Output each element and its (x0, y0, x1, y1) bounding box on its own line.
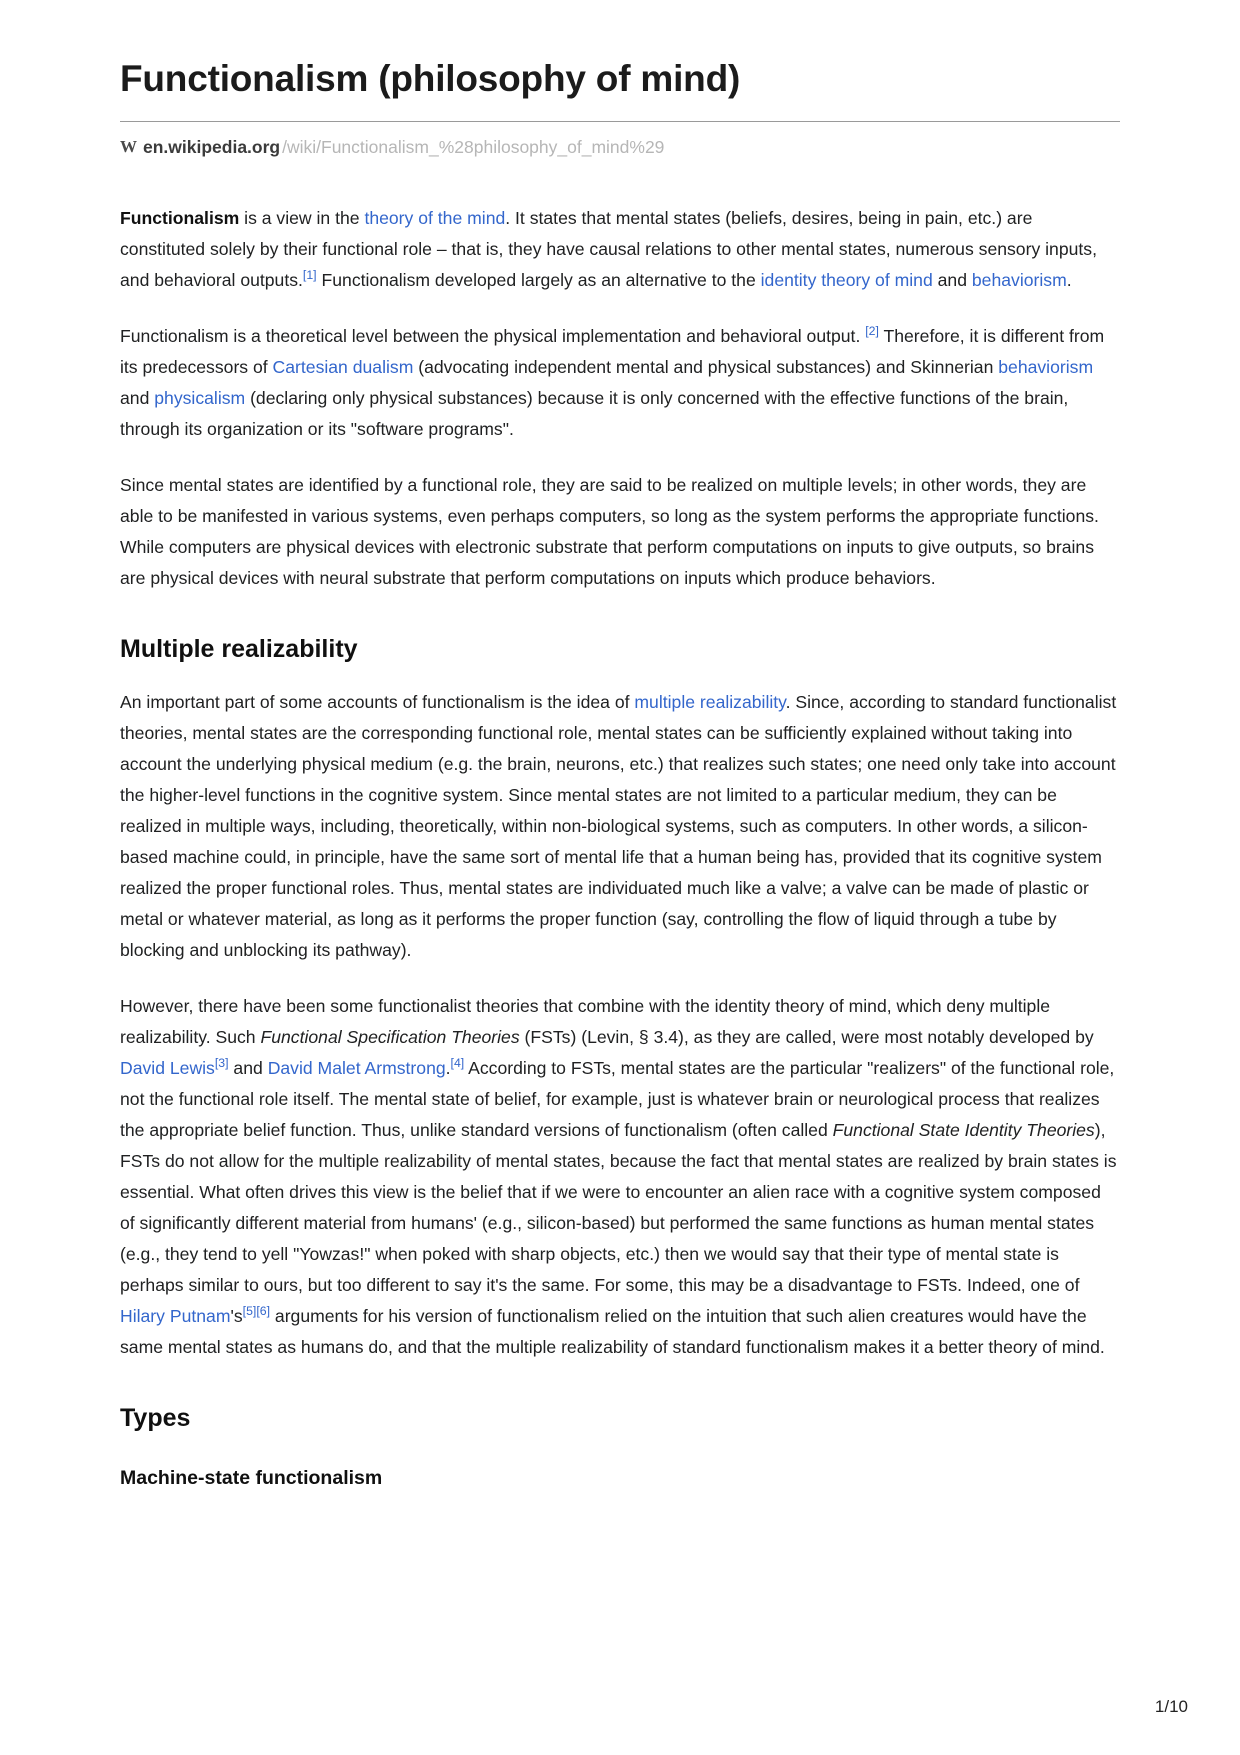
page-title: Functionalism (philosophy of mind) (120, 58, 741, 99)
text-fragment: and (120, 388, 155, 409)
text-fragment: . It states that mental states (beliefs, desires, being in pain, etc.) are constituted solely by their functional role – that is, they have causal relations to other mental states, numerous sensory inputs, and behavioral outputs. (120, 208, 1097, 291)
link-david-lewis[interactable]: David Lewis (120, 1058, 215, 1079)
link-multiple-realizability[interactable]: multiple realizability (634, 692, 786, 713)
section-heading-multiple-realizability: Multiple realizability (120, 635, 358, 664)
text-fragment: According to FSTs, mental states are the particular "realizers" of the functional role, not the functional role itself. The mental state of belief, for example, just is whatever brain or neurological process that realizes the appropriate belief function. Thus, unlike standard versions of functionalism (often called (120, 1058, 1115, 1141)
text-fragment: 's (230, 1306, 243, 1327)
article-body (120, 203, 1120, 1490)
text-fragment: However, there have been some functionalist theories that combine with the identity theory of mind, which deny multiple realizability. Such (120, 996, 1051, 1048)
text-fragment: . Since, according to standard functionalist theories, mental states are the corresponding functional role, mental states can be sufficiently explained without taking into account the underlying physical medium (e.g. the brain, neurons, etc.) that realizes such states; one need only take into account the higher-level functions in the cognitive system. Since mental states are not limited to a particular medium, they can be realized in multiple ways, including, theoretically, within non-biological systems, such as computers. In other words, a silicon-based machine could, in principle, have the same sort of mental life that a human being has, provided that its cognitive system realized the proper functional roles. Thus, mental states are individuated much like a valve; a valve can be made of plastic or metal or whatever material, as long as it performs the proper function (say, controlling the flow of liquid through a tube by blocking and unblocking its pathway). (120, 692, 1117, 961)
title-divider (120, 121, 1120, 122)
reference-marker-4[interactable]: [4] (450, 1056, 465, 1071)
italic-functional-state-identity-theories: Functional State Identity Theories (832, 1120, 1095, 1141)
link-david-malet-armstrong[interactable]: David Malet Armstrong (267, 1058, 446, 1079)
link-hilary-putnam[interactable]: Hilary Putnam (120, 1306, 231, 1327)
link-theory-of-the-mind[interactable]: theory of the mind (364, 208, 506, 229)
text-fragment: Therefore, it is different from its predecessors of (120, 326, 1105, 378)
section-heading-types: Types (120, 1404, 191, 1433)
source-path: /wiki/Functionalism_%28philosophy_of_mind%29 (282, 137, 665, 158)
text-fragment: ), FSTs do not allow for the multiple realizability of mental states, because the fact that mental states are realized by brain states is essential. What often drives this view is the belief that if we were to encounter an alien race with a cognitive system composed of significantly different material from humans' (e.g., silicon-based) but performed the same functions as human mental states (e.g., they tend to yell "Yowzas!" when poked with sharp objects, etc.) then we would say that their type of mental state is perhaps similar to ours, but too different to say it's the same. For some, this may be a disadvantage to FSTs. Indeed, one of (120, 1120, 1117, 1296)
text-fragment: (FSTs) (Levin, § 3.4), as they are called, were most notably developed by (519, 1027, 1094, 1048)
paragraph-multiple-levels (120, 470, 1120, 594)
text-fragment: Functionalism is a theoretical level between the physical implementation and behavioral output. (120, 326, 866, 347)
page-content (120, 58, 1120, 1491)
paragraph-multiple-realizability (120, 687, 1120, 966)
text-fragment: . (445, 1058, 451, 1079)
reference-marker-1[interactable]: [1] (302, 268, 317, 283)
reference-marker-2[interactable]: [2] (865, 324, 879, 339)
wikipedia-w-icon: W (120, 137, 136, 157)
page-number: 1/10 (1154, 1697, 1188, 1716)
subsection-heading-machine-state-functionalism: Machine-state functionalism (120, 1467, 383, 1490)
text-fragment: is a view in the (239, 208, 365, 229)
source-host: en.wikipedia.org (143, 137, 281, 158)
reference-marker-5-6[interactable]: [5][6] (242, 1304, 271, 1319)
text-fragment: An important part of some accounts of functionalism is the idea of (120, 692, 635, 713)
text-fragment: (advocating independent mental and physical substances) and Skinnerian (413, 357, 999, 378)
text-fragment: . (1066, 270, 1072, 291)
paragraph-intro (120, 203, 1120, 296)
text-fragment: Since mental states are identified by a functional role, they are said to be realized on multiple levels; in other words, they are able to be manifested in various systems, even perhaps computers, so long as the system performs the appropriate functions. While computers are physical devices with electronic substrate that perform computations on inputs to give outputs, so brains are physical devices with neural substrate that perform computations on inputs which produce behaviors. (120, 475, 1099, 589)
paragraph-theoretical-level (120, 321, 1120, 445)
link-behaviorism[interactable]: behaviorism (971, 270, 1067, 291)
text-fragment: and (932, 270, 972, 291)
reference-marker-3[interactable]: [3] (214, 1056, 229, 1071)
link-behaviorism-2[interactable]: behaviorism (998, 357, 1094, 378)
italic-functional-specification-theories: Functional Specification Theories (260, 1027, 520, 1048)
paragraph-functional-specification-theories (120, 991, 1120, 1363)
text-fragment: and (228, 1058, 268, 1079)
text-fragment: arguments for his version of functionalism relied on the intuition that such alien creatures would have the same mental states as humans do, and that the multiple realizability of standard functionalism makes it a better theory of mind. (120, 1306, 1105, 1358)
link-identity-theory-of-mind[interactable]: identity theory of mind (760, 270, 933, 291)
text-fragment: (declaring only physical substances) because it is only concerned with the effective functions of the brain, through its organization or its "software programs". (120, 388, 1069, 440)
lead-term: Functionalism (120, 208, 240, 229)
link-cartesian-dualism[interactable]: Cartesian dualism (272, 357, 414, 378)
link-physicalism[interactable]: physicalism (154, 388, 246, 409)
text-fragment: Functionalism developed largely as an alternative to the (316, 270, 761, 291)
source-url-line (120, 137, 1120, 159)
